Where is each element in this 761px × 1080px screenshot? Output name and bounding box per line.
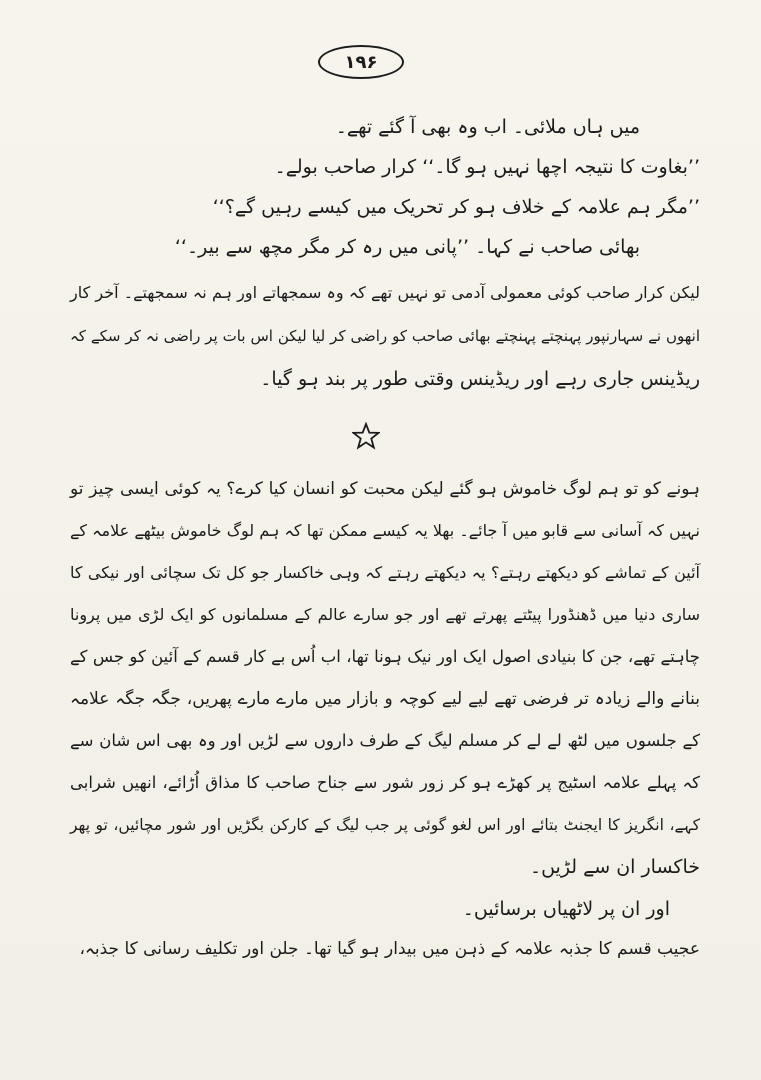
- text-line: لیکن کرار صاحب کوئی معمولی آدمی تو نہیں تھے کہ وہ سمجھاتے اور ہم نہ سمجھتے۔ آخر کار: [70, 283, 700, 302]
- text-line: بنانے والے زیادہ تر فرضی تھے لیے لیے کوچہ و بازار میں مارے مارے پھریں، جگہ جگہ علامہ: [70, 689, 700, 709]
- text-line: نہیں کہ آسانی سے قابو میں آ جائے۔ بھلا یہ کیسے ممکن تھا کہ ہم لوگ خاموش بیٹھے علامہ کے: [70, 521, 700, 540]
- text-line: ’’بغاوت کا نتیجہ اچھا نہیں ہو گا۔‘‘ کرار صاحب بولے۔: [274, 156, 700, 178]
- text-line: اور ان پر لاٹھیاں برسائیں۔: [462, 898, 670, 920]
- text-line: بھائی صاحب نے کہا۔ ’’پانی میں رہ کر مگر مچھ سے بیر۔‘‘: [174, 236, 640, 258]
- text-line: خاکسار ان سے لڑیں۔: [529, 856, 700, 878]
- section-2: [70, 474, 700, 974]
- text-line: کے جلسوں میں لٹھ لے لے کر مسلم لیگ کے طرف داروں سے لڑیں اور وہ بھی اس شان سے: [70, 731, 700, 750]
- text-line: ساری دنیا میں ڈھنڈورا پیٹتے پھرتے تھے اور جو سارے عالم کے مسلمانوں کو ایک لڑی میں پرونا: [70, 605, 700, 624]
- text-line: میں ہاں ملائی۔ اب وہ بھی آ گئے تھے۔: [335, 116, 640, 138]
- page-number-text: ۱۹۶: [344, 51, 378, 73]
- page-number: [318, 45, 404, 79]
- star-outline-icon: [352, 422, 380, 450]
- text-line: عجیب قسم کا جذبہ علامہ کے ذہن میں بیدار ہو گیا تھا۔ جلن اور تکلیف رسانی کا جذبہ،: [79, 939, 700, 959]
- text-line: چاہتے تھے، جن کا بنیادی اصول ایک اور نیک ہونا تھا، اب اُس بے کار قسم کے آئین کو جس کے: [70, 647, 700, 666]
- text-line: کہے، انگریز کا ایجنٹ بتائے اور اس لغو گوئی پر جب لیگ کے کارکن بگڑیں اور شور مچائیں، تو پھر: [70, 816, 700, 834]
- section-1: [70, 112, 700, 402]
- text-line: ریڈینس جاری رہے اور ریڈینس وقتی طور پر بند ہو گیا۔: [260, 368, 700, 390]
- text-line: آئین کے تماشے کو دیکھتے رہتے؟ یہ دیکھتے رہتے کہ وہی خاکسار جو کل تک سچائی اور نیکی کا: [70, 563, 700, 582]
- text-line: ’’مگر ہم علامہ کے خلاف ہو کر تحریک میں کیسے رہیں گے؟‘‘: [212, 196, 700, 218]
- text-line: انھوں نے سہارنپور پہنچتے پہنچتے بھائی صاحب کو راضی کر لیا لیکن اس بات پر راضی نہ کر سکے کہ: [70, 327, 700, 345]
- text-line: کہ پہلے علامہ اسٹیج پر کھڑے ہو کر زور شور سے جناح صاحب کا مذاق اُڑائے، انھیں شرابی: [70, 773, 700, 792]
- text-line: ہونے کو تو ہم لوگ خاموش ہو گئے لیکن محبت کو انسان کیا کرے؟ یہ کوئی ایسی چیز تو: [70, 479, 700, 499]
